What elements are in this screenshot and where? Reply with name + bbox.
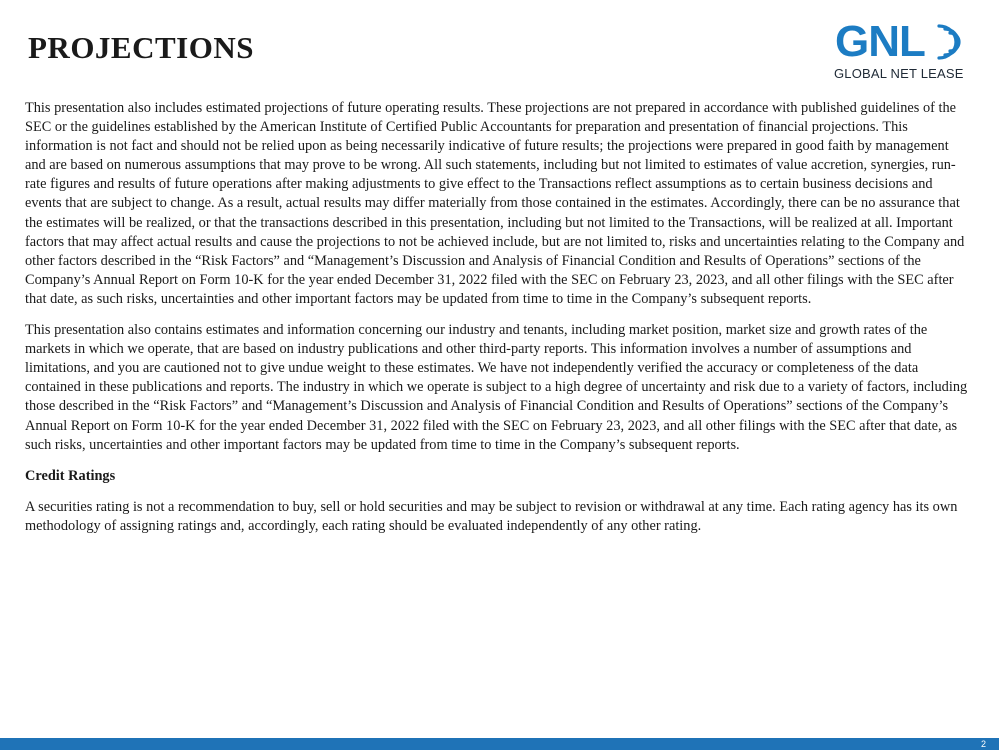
industry-estimates-paragraph: This presentation also contains estimates and information concerning our industry and tenants, including market position, market size and growth rates of the markets in which we operate, that are based on industry publications and other third-party reports. This information involves a number of assumptions and limitations, and you are cautioned not to give undue weight to these estimates. We have not independently verified the accuracy or completeness of the data contained in these publications and reports. The industry in which we operate is subject to a high degree of uncertainty and risk due to a variety of factors, including those described in the “Risk Factors” and “Management’s Discussion and Analysis of Financial Condition and Results of Operations” sections of the Company’s Annual Report on Form 10-K for the year ended December 31, 2022 filed with the SEC on February 23, 2023, and all other filings with the SEC after that date, as such risks, uncertainties and other important factors may be updated from time to time in the Company’s subsequent reports.	[25, 322, 968, 453]
page-number: 2	[980, 739, 986, 749]
logo-letters: GNL	[835, 17, 925, 66]
credit-ratings-paragraph: A securities rating is not a recommendation to buy, sell or hold securities and may be subject to revision or withdrawal at any time. Each rating agency has its own methodology of assigning ratings and, accordingly, each rating should be evaluated independently of any other rating.	[25, 498, 958, 534]
projections-paragraph: This presentation also includes estimated projections of future operating results. These projections are not prepared in accordance with published guidelines of the SEC or the guidelines established by the American Institute of Certified Public Accountants for preparation and presentation of financial projections. This information is not fact and should not be relied upon as being necessarily indicative of future results; the projections were prepared in good faith by management and are based on numerous assumptions that may prove to be wrong. All such statements, including but not limited to estimates of value accretion, synergies, run-rate figures and results of future operations after making adjustments to give effect to the Transactions reflect assumptions as to certain business decisions and events that are subject to change. As a result, actual results may differ materially from those contained in the estimates. Accordingly, there can be no assurance that the estimates will be realized, or that the transactions described in this presentation, including but not limited to the Transactions, will be realized at all. Important factors that may affect actual results and cause the projections to not be achieved include, but are not limited to, risks and uncertainties relating to the Company and other factors described in the “Risk Factors” and “Management’s Discussion and Analysis of Financial Condition and Results of Operations” sections of the Company’s Annual Report on Form 10-K for the year ended December 31, 2022 filed with the SEC on February 23, 2023, and all other filings with the SEC after that date, as such risks, uncertainties and other important factors may be updated from time to time in the Company’s subsequent reports.	[25, 100, 965, 307]
company-logo	[832, 14, 982, 82]
footer-bar	[0, 738, 999, 750]
page-title: PROJECTIONS	[28, 30, 254, 65]
logo-mark	[835, 17, 971, 67]
credit-ratings-heading: Credit Ratings	[25, 467, 116, 484]
disclaimer-body	[25, 99, 971, 548]
logo-swoosh-icon	[931, 19, 971, 65]
logo-tagline: GLOBAL NET LEASE	[834, 66, 964, 81]
